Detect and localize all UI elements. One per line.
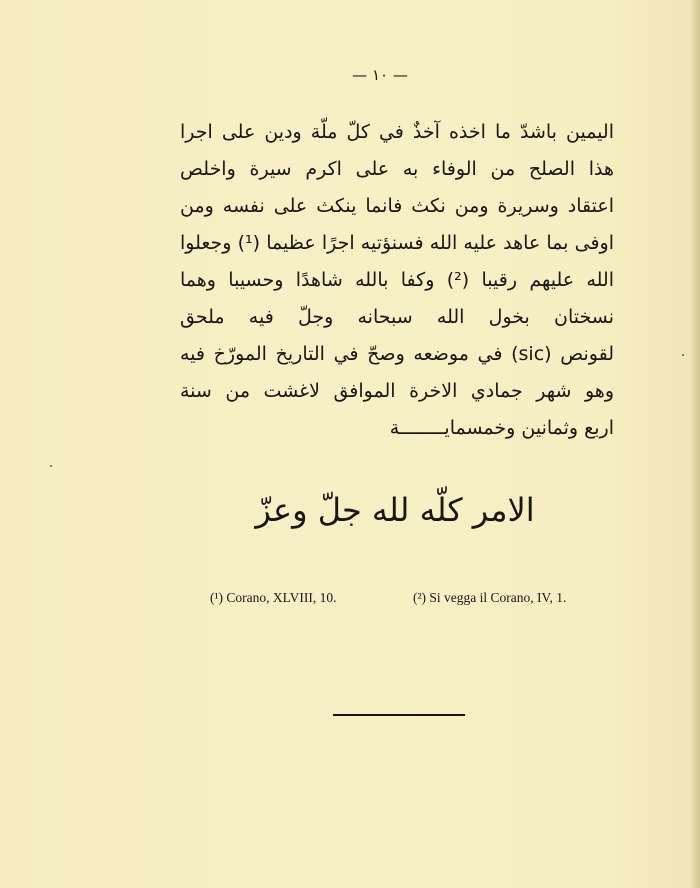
text-line: وهو شهر جمادي الاخرة الموافق لاغشت من سنة [180, 380, 614, 402]
text-line: الله عليهم رقيبا (²) وكفا بالله شاهدًا وحسيبا وهما [180, 269, 614, 291]
page-edge-shadow [690, 0, 700, 888]
end-rule-divider [333, 714, 465, 716]
text-line: اليمين باشدّ ما اخذه آخذٌ في كلّ ملّة ودين على اجرا [180, 121, 614, 143]
text-line: نسختان بخول الله سبحانه وجلّ فيه ملحق [180, 306, 614, 328]
arabic-body-text [180, 114, 614, 447]
text-line: اربع وثمانين وخمسمايــــــــة [389, 417, 614, 439]
page-number: — ١٠ — [352, 66, 408, 84]
paper-speck [50, 465, 52, 467]
text-line: هذا الصلح من الوفاء به على اكرم سيرة واخلص [180, 158, 614, 180]
text-line: لقونص (sic) في موضعه وصحّ في التاريخ المورّخ فيه [180, 343, 614, 365]
footnotes [0, 586, 700, 610]
closing-invocation: الامر كلّه لله جلّ وعزّ [255, 491, 535, 529]
footnote-1: (¹) Corano, XLVIII, 10. [210, 590, 337, 605]
text-line: اوفى بما عاهد عليه الله فسنؤتيه اجرًا عظيما (¹) وجعلوا [180, 232, 614, 254]
footnote-2: (²) Si vegga il Corano, IV, 1. [413, 590, 567, 605]
paper-speck [682, 354, 684, 356]
text-line: اعتقاد وسريرة ومن نكث فانما ينكث على نفسه ومن [180, 195, 614, 217]
